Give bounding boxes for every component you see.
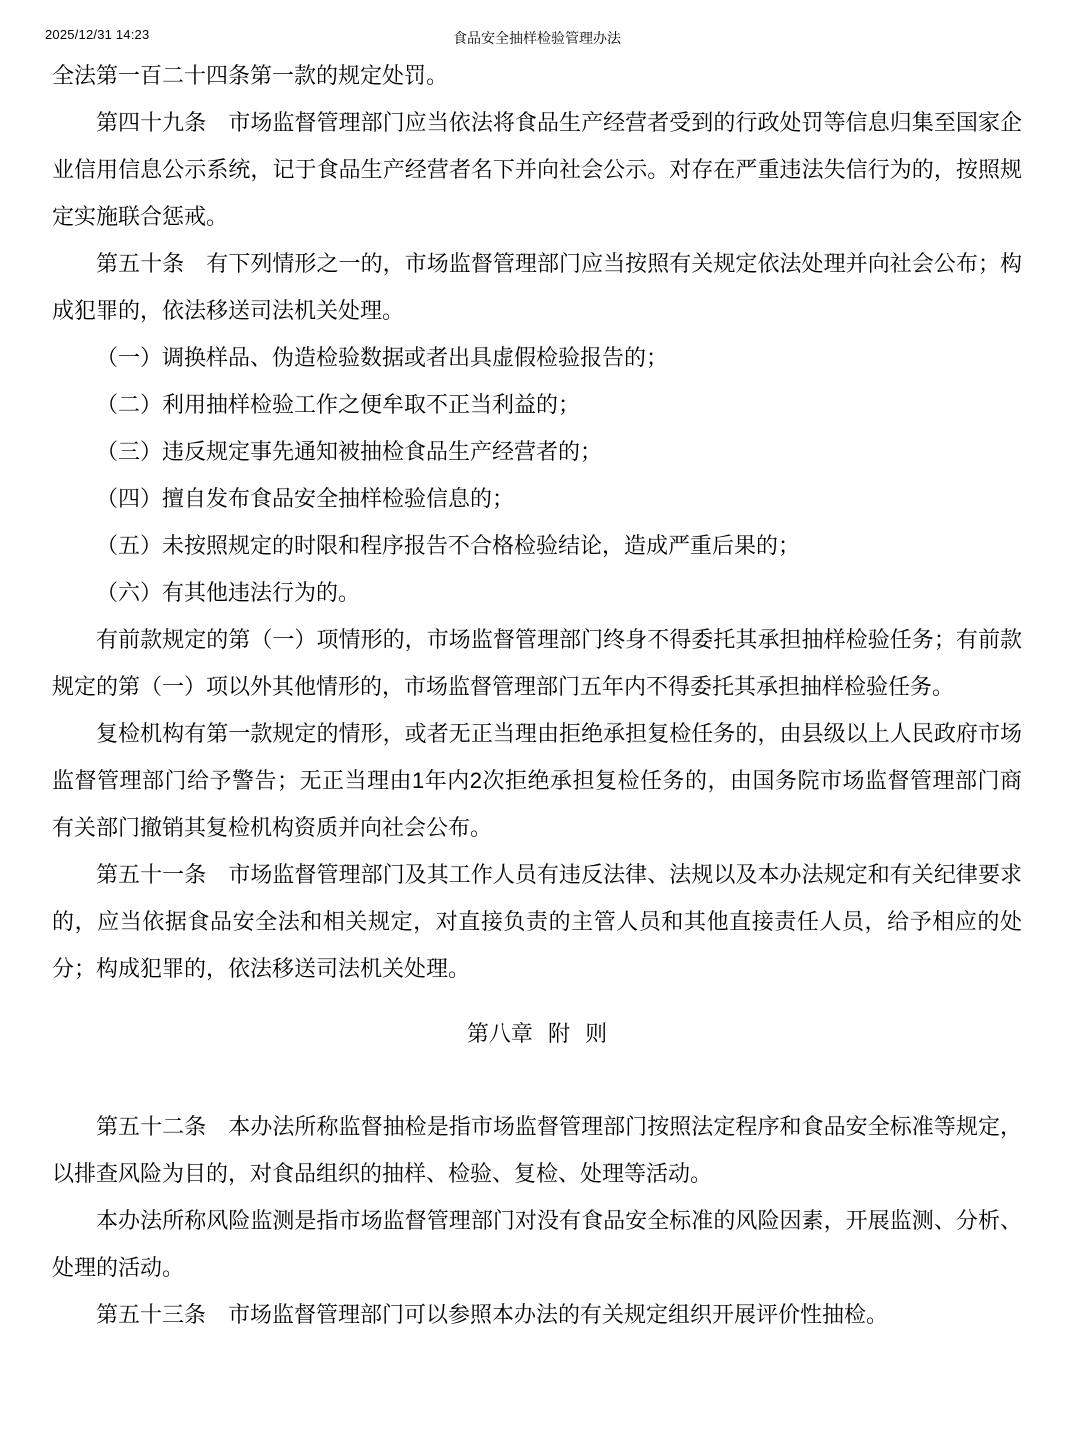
document-body — [52, 52, 1022, 1338]
page-header — [45, 27, 1029, 47]
clause-item-1: （一）调换样品、伪造检验数据或者出具虚假检验报告的； — [96, 345, 669, 370]
chapter-8-heading: 第八章 附 则 — [466, 1021, 608, 1046]
print-timestamp: 2025/12/31 14:23 — [45, 27, 150, 42]
article-50-paragraph-3: 复检机构有第一款规定的情形，或者无正当理由拒绝承担复检任务的，由县级以上人民政府市场监督管理部门给予警告；无正当理由1年内2次拒绝承担复检任务的，由国务院市场监督管理部门商有关部门撤销其复检机构资质并向社会公布。 — [52, 721, 1022, 840]
article-51-paragraph: 第五十一条 市场监督管理部门及其工作人员有违反法律、法规以及本办法规定和有关纪律要求的，应当依据食品安全法和相关规定，对直接负责的主管人员和其他直接责任人员，给予相应的处分；构成犯罪的，依法移送司法机关处理。 — [52, 862, 1022, 981]
article-52-paragraph-2: 本办法所称风险监测是指市场监督管理部门对没有食品安全标准的风险因素，开展监测、分析、处理的活动。 — [52, 1208, 1022, 1280]
clause-item-3: （三）违反规定事先通知被抽检食品生产经营者的； — [96, 439, 603, 464]
clause-item-5: （五）未按照规定的时限和程序报告不合格检验结论，造成严重后果的； — [96, 533, 801, 558]
clause-item-6: （六）有其他违法行为的。 — [96, 580, 361, 605]
article-50-paragraph-2: 有前款规定的第（一）项情形的，市场监督管理部门终身不得委托其承担抽样检验任务；有前款规定的第（一）项以外其他情形的，市场监督管理部门五年内不得委托其承担抽样检验任务。 — [52, 627, 1022, 699]
article-49-paragraph: 第四十九条 市场监督管理部门应当依法将食品生产经营者受到的行政处罚等信息归集至国家企业信用信息公示系统，记于食品生产经营者名下并向社会公示。对存在严重违法失信行为的，按照规定实施联合惩戒。 — [52, 110, 1022, 229]
document-title: 食品安全抽样检验管理办法 — [453, 30, 621, 46]
clause-item-4: （四）擅自发布食品安全抽样检验信息的； — [96, 486, 515, 511]
article-50-paragraph: 第五十条 有下列情形之一的，市场监督管理部门应当按照有关规定依法处理并向社会公布；构成犯罪的，依法移送司法机关处理。 — [52, 251, 1022, 323]
article-52-paragraph: 第五十二条 本办法所称监督抽检是指市场监督管理部门按照法定程序和食品安全标准等规定，以排查风险为目的，对食品组织的抽样、检验、复检、处理等活动。 — [52, 1114, 1022, 1186]
clause-item-2: （二）利用抽样检验工作之便牟取不正当利益的； — [96, 392, 581, 417]
continuation-paragraph: 全法第一百二十四条第一款的规定处罚。 — [52, 63, 449, 88]
article-53-paragraph: 第五十三条 市场监督管理部门可以参照本办法的有关规定组织开展评价性抽检。 — [96, 1302, 889, 1327]
